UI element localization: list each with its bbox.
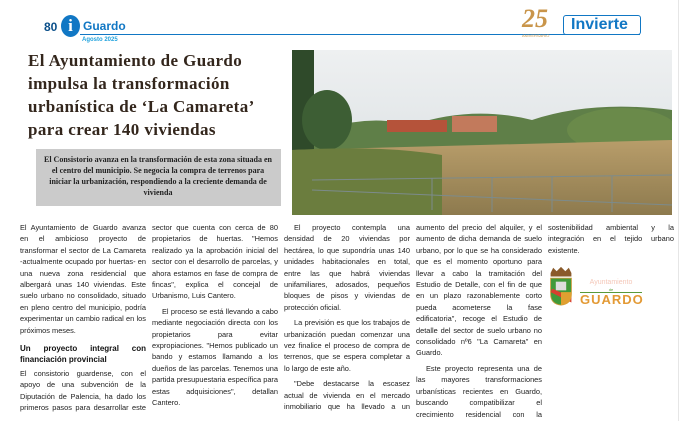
logo-line: de <box>608 287 614 293</box>
logo-line: Ayuntamiento <box>589 279 633 287</box>
issue-date: Agosto 2025 <box>82 37 118 43</box>
subheading: Un proyecto integral con financiación provincial <box>20 344 146 365</box>
paragraph: "Debe destacarse la escasez actual de vivienda en el mercado inmobiliario que ha llevado a un aumento del precio del alquiler, y el aumento de dicha demanda de suelo urbano, por lo que se ha considerado que es el momento oportuno para llevar a cabo la tramitación del Estudio de Detalle, con el fin de que en un plazo razonablemente corto pueda acometerse la fase edificatoria", recoge el Estudio de detalle del sector de suelo urbano no consolidado nº6 "La Camareta" en Guardo. <box>284 223 542 412</box>
paragraph: El consistorio guardense, con el apoyo de una subvención de la Diputación de Palencia, ha dado los primeros pasos para desarrollar este sector que cuenta con cerca de 80 propietarios de huertas. "Hemos realizado ya la aprobación inicial del sector con el desarrollo de parcelas, y ahora estamos en fase de compra de fincas", explica el concejal de Urbanismo, Luis Cantero. <box>20 223 278 413</box>
paragraph: El Ayuntamiento de Guardo avanza en el ambicioso proyecto de transformar el sector de La Camareta -actualmente ocupado por huertas- en una nueva zona residencial que albergará unas 140 viviendas. Este suelo urbano no consolidado, situado en pleno centro del municipio, podría experimentar un cambio radical en los próximos meses. <box>20 223 146 335</box>
footer-logo <box>548 266 674 306</box>
anniversary-number: 25 <box>522 4 548 33</box>
brand-logo: Invierte <box>563 15 641 35</box>
header-divider <box>80 34 640 35</box>
article-lead: El Consistorio avanza en la transformación de esta zona situada en el centro del municipio. Se negocia la compra de terrenos para iniciar la urbanización, respondiendo a la creciente demanda de vivienda <box>36 149 281 206</box>
coat-of-arms-icon <box>548 266 574 306</box>
article-photo <box>292 50 672 215</box>
page-number: 80 <box>44 20 58 34</box>
page-edge-divider <box>678 0 679 421</box>
paragraph: Este proyecto representa una de las mayores transformaciones urbanísticas recientes en Guardo, buscando compatibilizar el crecimiento residencial con la sostenibilidad ambiental y la integración en el tejido urbano existente. <box>416 223 674 419</box>
paragraph: El proyecto contempla una densidad de 20 viviendas por hectárea, lo que supondría unas 140 unidades habitacionales en total, entre las que habrá viviendas unifamiliares, adosados, pequeños bloques de pisos y viviendas de protección oficial. <box>284 223 410 312</box>
anniversary-logo <box>522 5 549 38</box>
paragraph: La previsión es que los trabajos de urbanización puedan comenzar una vez finalice el proceso de compra de terrenos, que se espera completar a lo largo de este año. <box>284 318 410 373</box>
article-body <box>20 222 674 421</box>
paragraph: El proceso se está llevando a cabo mediante negociación directa con los propietarios para evitar expropiaciones. "Hemos publicado un bando y estamos llamando a los dueños de las parcelas. Tenemos una partida presupuestaria específica para estas adquisiciones", detallan Cantero. <box>152 306 278 408</box>
ayuntamiento-logo <box>580 279 642 306</box>
anniversary-label: ANIVERSARIO <box>522 33 550 38</box>
info-icon: i <box>61 15 80 37</box>
section-title: Guardo <box>83 19 126 33</box>
logo-line: GUARDO <box>580 292 644 308</box>
article-header <box>28 49 288 206</box>
article-title: El Ayuntamiento de Guardo impulsa la transformación urbanística de ‘La Camareta’ para crear 140 viviendas <box>28 51 254 139</box>
